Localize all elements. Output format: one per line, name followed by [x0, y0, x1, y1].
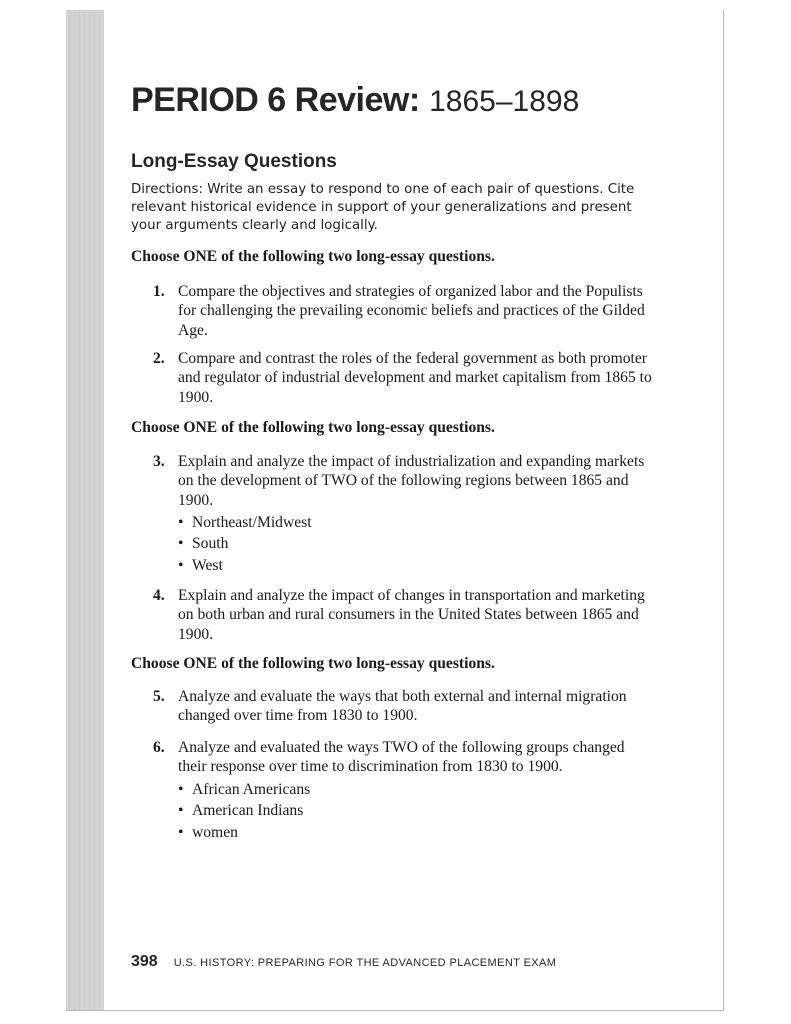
bullet-item: • Northeast/Midwest	[178, 512, 653, 534]
group-bullet-list	[178, 779, 653, 844]
question-text: Analyze and evaluate the ways that both external and internal migration changed over time from 1830 to 1900.	[178, 688, 627, 725]
bullet-item: • West	[178, 555, 653, 577]
question-text: Analyze and evaluated the ways TWO of the following groups changed their response over time to discrimination from 1830 to 1900.	[178, 739, 625, 776]
bullet-item: • South	[178, 533, 653, 555]
page-title	[131, 80, 579, 122]
page-number: 398	[131, 953, 158, 970]
directions-text: Directions: Write an essay to respond to one of each pair of questions. Cite relevant historical evidence in support of your generalizations and present your arguments clearly and logically.	[131, 182, 635, 233]
page-title-range: 1865–1898	[429, 85, 580, 118]
question-number: 5.	[153, 688, 165, 705]
bullet-item: • women	[178, 822, 653, 844]
section-heading: Long-Essay Questions	[131, 151, 337, 172]
question-number: 1.	[153, 283, 165, 300]
question-3	[153, 452, 653, 576]
question-5	[153, 687, 653, 726]
question-text: Compare and contrast the roles of the federal government as both promoter and regulator of industrial development and market capitalism from 1865 to 1900.	[178, 350, 652, 406]
question-text: Explain and analyze the impact of changes in transportation and marketing on both urban and rural consumers in the United States between 1865 and 1900.	[178, 587, 645, 643]
region-bullet-list	[178, 512, 653, 577]
group-2-instruction: Choose ONE of the following two long-essay questions.	[131, 419, 495, 436]
bullet-item: • American Indians	[178, 800, 653, 822]
question-number: 2.	[153, 350, 165, 367]
question-2	[153, 349, 653, 407]
question-text: Explain and analyze the impact of industrialization and expanding markets on the development of TWO of the following regions between 1865 and 1900.	[178, 453, 645, 509]
group-1-instruction: Choose ONE of the following two long-essay questions.	[131, 248, 495, 265]
question-text: Compare the objectives and strategies of organized labor and the Populists for challenging the prevailing economic beliefs and practices of the Gilded Age.	[178, 283, 645, 339]
question-1	[153, 282, 653, 340]
page-title-bold: PERIOD 6 Review:	[131, 81, 420, 119]
question-number: 3.	[153, 453, 165, 470]
question-number: 6.	[153, 739, 165, 756]
question-4	[153, 586, 653, 644]
question-number: 4.	[153, 587, 165, 604]
bullet-item: • African Americans	[178, 779, 653, 801]
group-3-instruction: Choose ONE of the following two long-essay questions.	[131, 655, 495, 672]
question-6	[153, 738, 653, 843]
running-title: U.S. HISTORY: PREPARING FOR THE ADVANCED PLACEMENT EXAM	[173, 957, 557, 969]
page-footer	[131, 953, 556, 971]
